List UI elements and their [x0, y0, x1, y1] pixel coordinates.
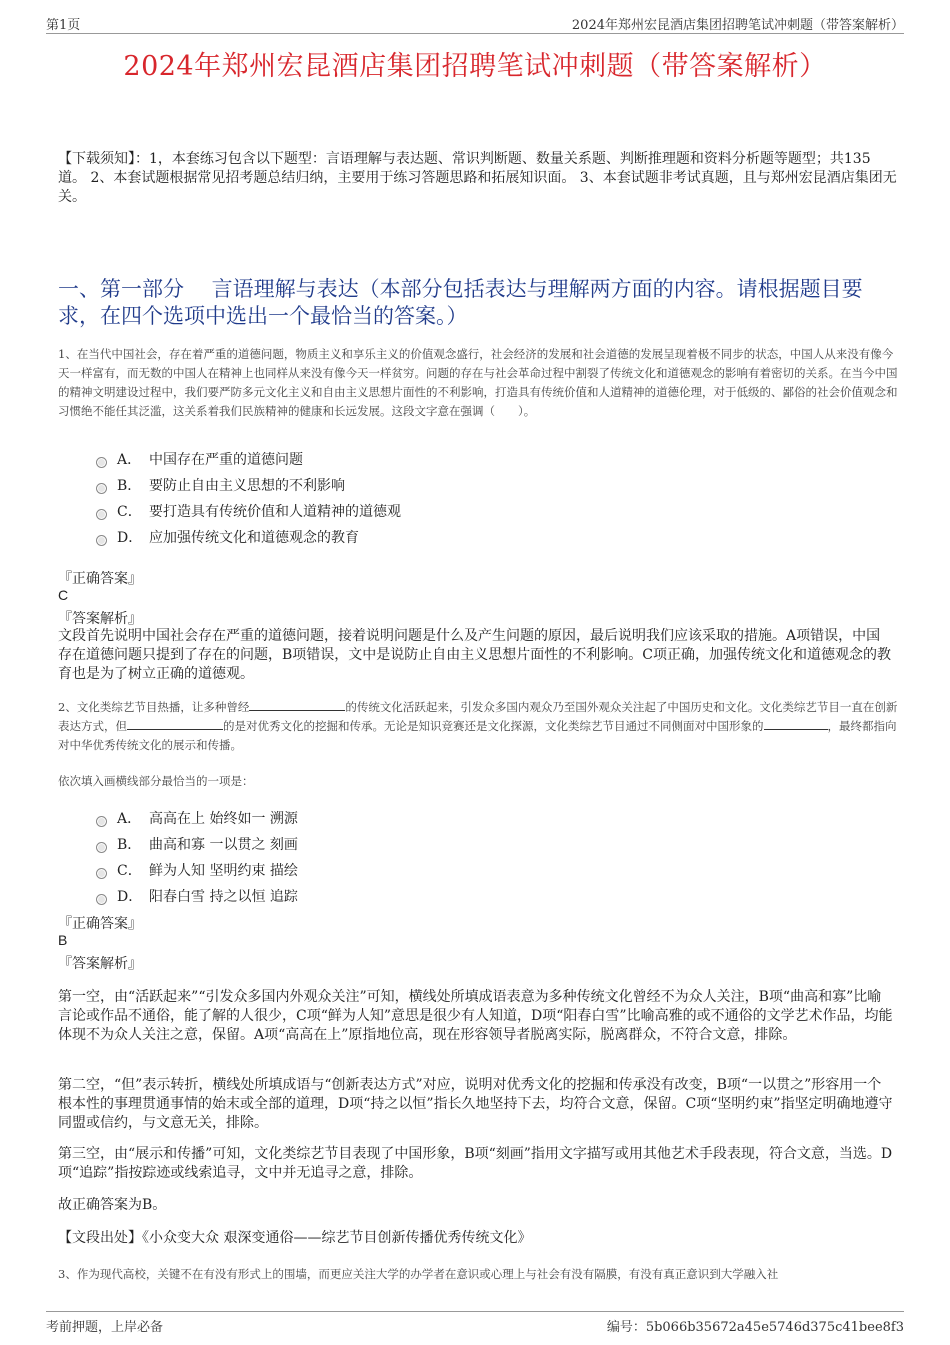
question-1-options — [96, 446, 401, 550]
question-2-text-part: 的是对优秀文化的挖掘和传承。无论是知识竞赛还是文化探源，文化类综艺节目通过不同侧面对中国形象的 — [223, 719, 764, 733]
option-text: 要打造具有传统价值和人道精神的道德观 — [149, 504, 401, 520]
radio-icon[interactable] — [96, 483, 107, 494]
option-letter: C． — [117, 504, 142, 520]
footer-serial-number: 编号：5b066b35672a45e5746d375c41bee8f3 — [606, 1320, 904, 1335]
header-doc-title: 2024年郑州宏昆酒店集团招聘笔试冲刺题（带答案解析） — [571, 18, 904, 33]
option-text: 曲高和寡 一以贯之 刻画 — [149, 837, 298, 853]
option-letter: B． — [117, 478, 142, 494]
option-text: 中国存在严重的道德问题 — [149, 452, 303, 468]
download-notice: 【下载须知】：1，本套练习包含以下题型：言语理解与表达题、常识判断题、数量关系题、判断推理题和资料分析题等题型；共135道。 2、本套试题根据常见招考题总结归纳，主要用于练习答题思路和拓展知识面。 3、本套试题非考试真题，且与郑州宏昆酒店集团无关。 — [58, 151, 897, 205]
question-2-option-a[interactable] — [96, 805, 298, 831]
question-1-answer: C — [58, 587, 69, 603]
footer-divider — [46, 1311, 904, 1312]
question-1-option-d[interactable] — [96, 524, 401, 550]
radio-icon[interactable] — [96, 509, 107, 520]
question-2-option-d[interactable] — [96, 883, 298, 909]
question-1-option-b[interactable] — [96, 472, 401, 498]
header-divider — [46, 33, 904, 34]
question-2-options — [96, 805, 298, 909]
question-2-analysis-p3: 第三空，由“展示和传播”可知，文化类综艺节目表现了中国形象，B项“刻画”指用文字描写或用其他艺术手段表现，符合文意，当选。D项“追踪”指按踪迹或线索追寻，文中并无追寻之意，排除。 — [58, 1146, 893, 1181]
option-letter: A． — [117, 811, 142, 827]
question-1-analysis-label: 『答案解析』 — [58, 611, 142, 627]
question-2-analysis-p2: 第二空，“但”表示转折，横线处所填成语与“创新表达方式”对应，说明对优秀文化的挖掘和传承没有改变，B项“一以贯之”形容用一个根本性的事理贯通事情的始末或全部的道理，D项“持之以恒”指长久地坚持下去，均符合文意，保留。C项“坚明约束”指坚定明确地遵守同盟或信约，与文意无关，排除。 — [58, 1077, 893, 1131]
page-title: 2024年郑州宏昆酒店集团招聘笔试冲刺题（带答案解析） — [123, 51, 827, 82]
fill-blank-3 — [764, 717, 828, 730]
option-text: 高高在上 始终如一 溯源 — [149, 811, 298, 827]
section-heading: 一、第一部分 言语理解与表达（本部分包括表达与理解两方面的内容。请根据题目要求，在四个选项中选出一个最恰当的答案。） — [58, 277, 863, 328]
question-2-answer: B — [58, 932, 68, 948]
question-2-text-part: ，最终都指向对中华优秀传统文化的展示和传播。 — [58, 719, 897, 752]
option-text: 要防止自由主义思想的不利影响 — [149, 478, 345, 494]
question-2-text — [58, 698, 898, 755]
question-2-analysis-label: 『答案解析』 — [58, 956, 142, 972]
radio-icon[interactable] — [96, 842, 107, 853]
question-2-analysis-p1: 第一空，由“活跃起来”“引发众多国内外观众关注”可知，横线处所填成语表意为多种传统文化曾经不为众人关注，B项“曲高和寡”比喻言论或作品不通俗，能了解的人很少，C项“鲜为人知”意思是很少有人知道，D项“阳春白雪”比喻高雅的或不通俗的文学艺术作品，均能体现不为众人关注之意，保留。A项“高高在上”原指地位高，现在形容领导者脱离实际，脱离群众，不符合文意，排除。 — [58, 989, 893, 1043]
option-text: 阳春白雪 持之以恒 追踪 — [149, 889, 298, 905]
option-letter: D． — [117, 889, 143, 905]
radio-icon[interactable] — [96, 457, 107, 468]
question-1-option-c[interactable] — [96, 498, 401, 524]
question-1-analysis: 文段首先说明中国社会存在严重的道德问题，接着说明问题是什么及产生问题的原因，最后说明我们应该采取的措施。A项错误，中国存在道德问题只提到了存在的问题，B项错误，文中是说防止自由主义思想片面性的不利影响。C项正确，加强传统文化和道德观念的教育也是为了树立正确的道德观。 — [58, 628, 891, 682]
radio-icon[interactable] — [96, 868, 107, 879]
option-letter: C． — [117, 863, 142, 879]
question-1-option-a[interactable] — [96, 446, 401, 472]
question-2-option-b[interactable] — [96, 831, 298, 857]
option-letter: A． — [117, 452, 142, 468]
question-2-text-part: 2、文化类综艺节目热播，让多种曾经 — [58, 700, 250, 714]
radio-icon[interactable] — [96, 894, 107, 905]
option-letter: D． — [117, 530, 143, 546]
option-letter: B． — [117, 837, 142, 853]
radio-icon[interactable] — [96, 816, 107, 827]
header-page-number: 第1页 — [46, 18, 81, 33]
question-2-prompt: 依次填入画横线部分最恰当的一项是： — [58, 774, 254, 788]
radio-icon[interactable] — [96, 535, 107, 546]
fill-blank-2 — [127, 717, 223, 730]
question-1-text: 1、在当代中国社会，存在着严重的道德问题，物质主义和享乐主义的价值观念盛行，社会经济的发展和社会道德的发展呈现着极不同步的状态，中国人从来没有像今天一样富有，而无数的中国人在精神上也同样从来没有像今天一样贫穷。问题的存在与社会革命过程中割裂了传统文化和道德观念的影响有着密切的关系。在当今中国的精神文明建设过程中，我们要严防多元文化主义和自由主义思想片面性的不利影响，打造具有传统价值和人道精神的道德伦理，对于低级的、鄙俗的社会价值观念和习惯绝不能任其泛滥，这关系着我们民族精神的健康和长远发展。这段文字意在强调（ ）。 — [58, 347, 898, 418]
question-1-answer-label: 『正确答案』 — [58, 571, 142, 587]
question-2-answer-summary: 故正确答案为B。 — [58, 1197, 167, 1213]
question-2-text-part: 的传统文化活跃起来，引发众多国内观众乃至国外观众关注起了中国历史和文化。文化类综艺节目一直在创新表达方式，但 — [58, 700, 898, 733]
footer-slogan: 考前押题，上岸必备 — [46, 1320, 164, 1335]
question-3-text: 3、作为现代高校，关键不在有没有形式上的围墙，而更应关注大学的办学者在意识或心理上与社会有没有隔膜，有没有真正意识到大学融入社 — [58, 1267, 779, 1281]
question-2-source: 【文段出处】《小众变大众 艰深变通俗——综艺节目创新传播优秀传统文化》 — [58, 1230, 532, 1246]
fill-blank-1 — [249, 698, 345, 711]
option-text: 应加强传统文化和道德观念的教育 — [149, 530, 359, 546]
option-text: 鲜为人知 坚明约束 描绘 — [149, 863, 298, 879]
question-2-answer-label: 『正确答案』 — [58, 916, 142, 932]
question-2-option-c[interactable] — [96, 857, 298, 883]
